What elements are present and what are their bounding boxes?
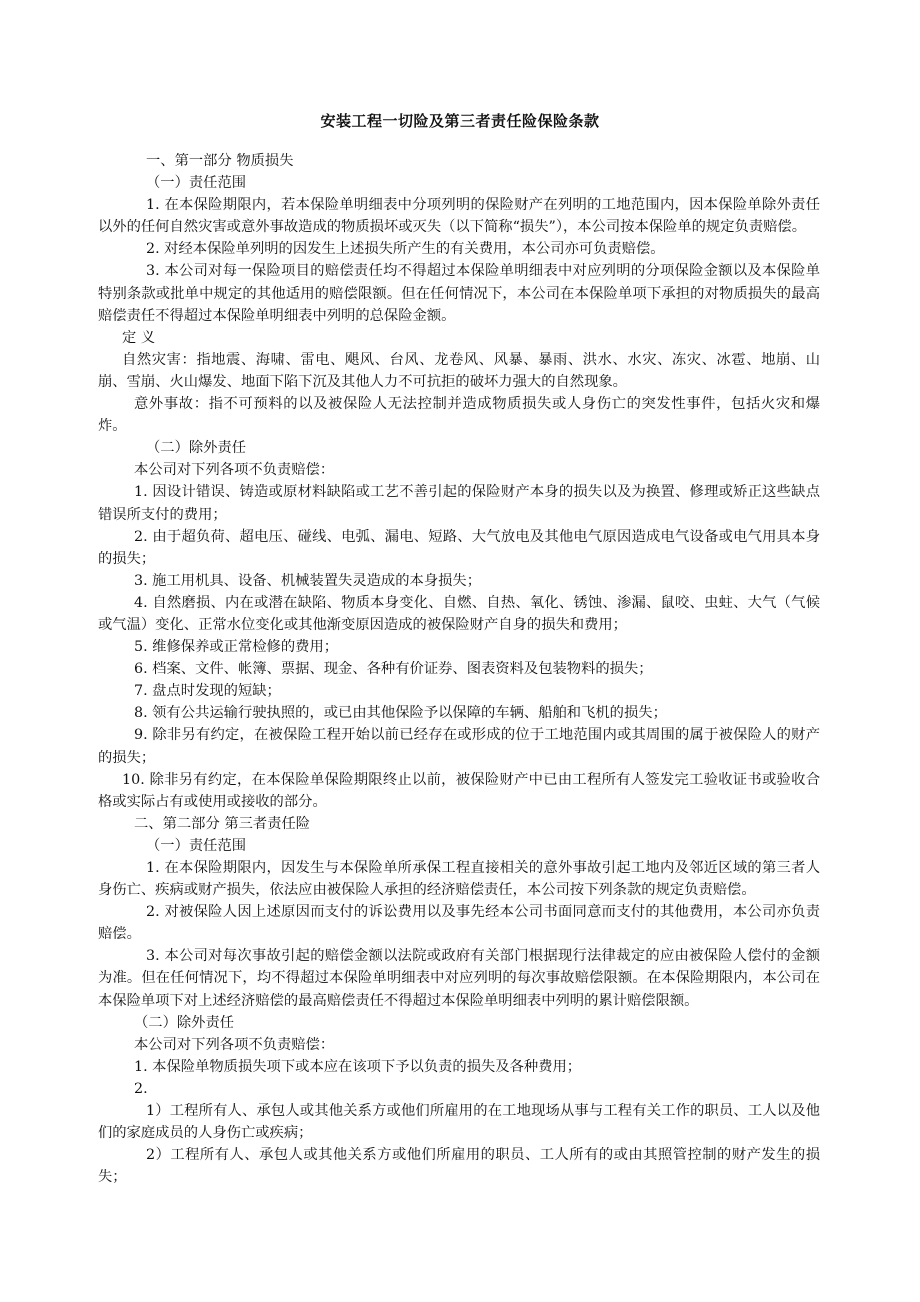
- definition-heading: 定 义: [122, 329, 156, 346]
- clause-paragraph: 3. 本公司对每次事故引起的赔偿金额以法院或政府有关部门根据现行法律裁定的应由被保险人偿付的金额为准。但在任何情况下，均不得超过本保险单明细表中对应列明的每次事故赔偿限额。在本保险期限内，本公司在本保险单项下对上述经济赔偿的最高赔偿责任不得超过本保险单明细表中列明的累计赔偿限额。: [98, 948, 820, 1009]
- document-body: [98, 150, 820, 1188]
- exclusion-item: 4. 自然磨损、内在或潜在缺陷、物质本身变化、自燃、自热、氧化、锈蚀、渗漏、鼠咬、虫蛀、大气（气候或气温）变化、正常水位变化或其他渐变原因造成的被保险财产自身的损失和费用；: [98, 594, 820, 633]
- subsection-heading: （一）责任范围: [146, 175, 247, 192]
- clause-paragraph: 2. 对经本保险单列明的因发生上述损失所产生的有关费用，本公司亦可负责赔偿。: [146, 241, 665, 258]
- exclusion-item: 9. 除非另有约定，在被保险工程开始以前已经存在或形成的位于工地范围内或其周围的属于被保险人的财产的损失；: [98, 727, 820, 766]
- subsection-heading: （一）责任范围: [146, 837, 247, 854]
- exclusion-item: 1. 本保险单物质损失项下或本应在该项下予以负责的损失及各种费用；: [134, 1058, 582, 1075]
- exclusion-item: 10. 除非另有约定，在本保险单保险期限终止以前，被保险财产中已由工程所有人签发完工验收证书或验收合格或实际占有或使用或接收的部分。: [98, 771, 820, 810]
- intro-paragraph: 本公司对下列各项不负责赔偿：: [134, 462, 335, 479]
- clause-paragraph: 3. 本公司对每一保险项目的赔偿责任均不得超过本保险单明细表中对应列明的分项保险金额以及本保险单特别条款或批单中规定的其他适用的赔偿限额。但在任何情况下，本公司在本保险单项下承担的对物质损失的最高赔偿责任不得超过本保险单明细表中列明的总保险金额。: [98, 263, 820, 324]
- definition-paragraph: 意外事故：指不可预料的以及被保险人无法控制并造成物质损失或人身伤亡的突发性事件，包括火灾和爆炸。: [98, 396, 820, 435]
- clause-paragraph: 1. 在本保险期限内，若本保险单明细表中分项列明的保险财产在列明的工地范围内，因本保险单除外责任以外的任何自然灾害或意外事故造成的物质损坏或灭失（以下简称“损失”），本公司按本保险单的规定负责赔偿。: [98, 197, 820, 236]
- section-heading: 一、第一部分 物质损失: [146, 153, 294, 169]
- exclusion-item: 1. 因设计错误、铸造或原材料缺陷或工艺不善引起的保险财产本身的损失以及为换置、修理或矫正这些缺点错误所支付的费用；: [98, 484, 820, 523]
- exclusion-item: 8. 领有公共运输行驶执照的，或已由其他保险予以保障的车辆、船舶和飞机的损失；: [134, 705, 667, 722]
- subsection-heading: （二）除外责任: [146, 440, 247, 457]
- exclusion-subitem: 1）工程所有人、承包人或其他关系方或他们所雇用的在工地现场从事与工程有关工作的职员、工人以及他们的家庭成员的人身伤亡或疾病；: [98, 1103, 820, 1142]
- exclusion-subitem: 2）工程所有人、承包人或其他关系方或他们所雇用的职员、工人所有的或由其照管控制的财产发生的损失；: [98, 1147, 820, 1186]
- section-heading: 二、第二部分 第三者责任险: [134, 815, 311, 832]
- definition-paragraph: 自然灾害：指地震、海啸、雷电、飓风、台风、龙卷风、风暴、暴雨、洪水、水灾、冻灾、冰雹、地崩、山崩、雪崩、火山爆发、地面下陷下沉及其他人力不可抗拒的破坏力强大的自然现象。: [98, 351, 820, 390]
- exclusion-item: 2. 由于超负荷、超电压、碰线、电弧、漏电、短路、大气放电及其他电气原因造成电气设备或电气用具本身的损失；: [98, 528, 820, 567]
- exclusion-item: 3. 施工用机具、设备、机械装置失灵造成的本身损失；: [134, 572, 482, 589]
- clause-paragraph: 2. 对被保险人因上述原因而支付的诉讼费用以及事先经本公司书面同意而支付的其他费用，本公司亦负责赔偿。: [98, 904, 820, 943]
- document-title: 安装工程一切险及第三者责任险保险条款: [320, 112, 600, 130]
- intro-paragraph: 本公司对下列各项不负责赔偿：: [134, 1036, 335, 1053]
- subsection-heading: （二）除外责任: [134, 1014, 235, 1031]
- exclusion-item: 6. 档案、文件、帐簿、票据、现金、各种有价证券、图表资料及包装物料的损失；: [134, 661, 653, 678]
- exclusion-item: 7. 盘点时发现的短缺；: [134, 683, 281, 700]
- exclusion-item: 2.: [134, 1080, 148, 1097]
- exclusion-item: 5. 维修保养或正常检修的费用；: [134, 639, 339, 656]
- clause-paragraph: 1. 在本保险期限内，因发生与本保险单所承保工程直接相关的意外事故引起工地内及邻近区域的第三者人身伤亡、疾病或财产损失，依法应由被保险人承担的经济赔偿责任，本公司按下列条款的规定负责赔偿。: [98, 860, 820, 899]
